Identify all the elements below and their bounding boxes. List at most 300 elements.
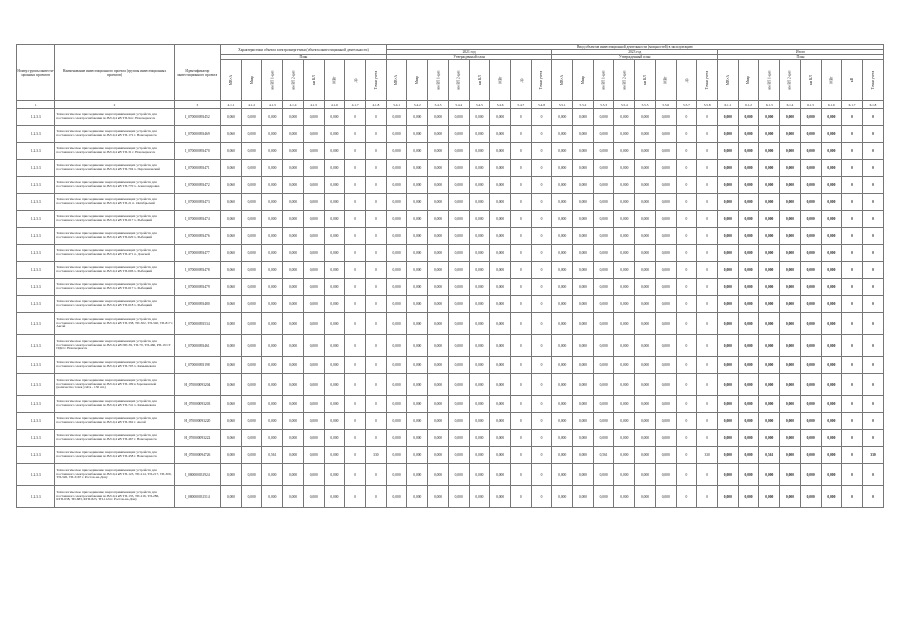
value-cell-y2023: 0,000 [635, 262, 656, 279]
value-cell-y2021: 0,000 [386, 194, 407, 211]
value-cell-itogo: 0,000 [738, 335, 759, 357]
value-cell-y2021: 0,000 [407, 194, 428, 211]
value-cell-plan: 0 [345, 194, 366, 211]
value-cell-y2023: 0,000 [614, 430, 635, 447]
value-cell-y2023: 0,000 [614, 143, 635, 160]
value-cell-plan: 0,000 [324, 430, 345, 447]
header-project-name: Наименование инвестиционного проекта (группы инвестиционных проектов) [55, 45, 174, 101]
table-row [17, 335, 884, 357]
value-cell-itogo: 0,000 [780, 228, 801, 245]
table-row [17, 486, 884, 508]
value-cell-y2023: 0 [697, 279, 718, 296]
column-number: 4.1.3 [262, 101, 283, 109]
value-cell-plan: 0 [345, 464, 366, 486]
value-cell-itogo: 0,000 [738, 262, 759, 279]
value-cell-y2023: 0 [676, 357, 697, 374]
value-cell-y2023: 0,000 [655, 245, 676, 262]
value-cell-plan: 0,000 [303, 126, 324, 143]
value-cell-y2021: 0,000 [407, 447, 428, 464]
value-cell-y2023: 0 [697, 396, 718, 413]
value-cell-y2021: 0,000 [490, 430, 511, 447]
value-cell-itogo: 0 [862, 374, 883, 396]
table-row [17, 447, 884, 464]
value-cell-plan: 0,000 [324, 313, 345, 335]
value-cell-itogo: 0 [862, 194, 883, 211]
value-cell-itogo: 0,000 [738, 296, 759, 313]
value-cell-y2023: 0,000 [614, 211, 635, 228]
value-cell-plan: 0,000 [241, 413, 262, 430]
value-cell-plan: 0,000 [283, 486, 304, 508]
project-id-cell: H_070000094726 [174, 447, 220, 464]
value-cell-plan: 0,060 [221, 262, 242, 279]
value-cell-plan: 0,000 [303, 396, 324, 413]
value-cell-y2021: 0 [531, 143, 552, 160]
value-cell-plan: 0,000 [241, 279, 262, 296]
value-cell-itogo: 0 [842, 396, 863, 413]
value-cell-plan: 0,000 [283, 313, 304, 335]
unit-label: км ВЛ 1-цеп [767, 70, 772, 90]
value-cell-y2023: 0 [697, 245, 718, 262]
unit-label: Мвар [249, 75, 254, 85]
group-number-cell: 1.2.3.3 [17, 228, 55, 245]
investment-table [16, 44, 884, 508]
project-name-cell: Технологическое присоединение энергопринимающих устройств для постоянного электроснабжения по ВЛ-0,4 кВ ТП-741 х. Камышеваха [55, 396, 174, 413]
value-cell-plan: 0,000 [241, 245, 262, 262]
value-cell-plan: 0,000 [262, 126, 283, 143]
value-cell-y2023: 0 [697, 126, 718, 143]
value-cell-y2021: 0,000 [469, 313, 490, 335]
value-cell-y2021: 0,000 [469, 413, 490, 430]
value-cell-y2023: 0,000 [552, 262, 573, 279]
value-cell-y2021: 0,000 [428, 357, 449, 374]
value-cell-itogo: 0 [842, 143, 863, 160]
value-cell-y2021: 0,000 [448, 396, 469, 413]
value-cell-plan: 0,000 [303, 109, 324, 126]
value-cell-y2021: 0 [531, 211, 552, 228]
value-cell-itogo: 0,000 [759, 143, 780, 160]
value-cell-y2021: 0,000 [428, 228, 449, 245]
value-cell-y2021: 0,000 [407, 245, 428, 262]
group-number-cell: 1.2.3.3 [17, 262, 55, 279]
value-cell-plan: 0,000 [303, 194, 324, 211]
value-cell-itogo: 0,000 [718, 109, 739, 126]
unit-header-y2023 [552, 60, 573, 101]
value-cell-y2021: 0 [510, 109, 531, 126]
value-cell-itogo: 0,000 [821, 413, 842, 430]
column-number: 5.4.1 [386, 101, 407, 109]
value-cell-y2021: 0,000 [490, 109, 511, 126]
value-cell-y2023: 0,000 [614, 160, 635, 177]
table-row [17, 160, 884, 177]
value-cell-y2023: 0,000 [593, 143, 614, 160]
value-cell-plan: 0,000 [262, 143, 283, 160]
value-cell-plan: 0,000 [283, 245, 304, 262]
value-cell-itogo: 0 [842, 262, 863, 279]
value-cell-y2021: 0,000 [407, 313, 428, 335]
value-cell-y2023: 0,000 [552, 177, 573, 194]
value-cell-plan: 0 [345, 447, 366, 464]
value-cell-plan: 0,000 [283, 447, 304, 464]
header-volume: Ввод объектов инвестиционной деятельности (мощностей) в эксплуатацию [386, 45, 883, 50]
value-cell-plan: 0,000 [262, 245, 283, 262]
value-cell-plan: 0,000 [324, 194, 345, 211]
value-cell-y2021: 0,000 [386, 413, 407, 430]
group-number-cell: 1.2.3.3 [17, 211, 55, 228]
value-cell-plan: 0 [366, 143, 387, 160]
value-cell-plan: 0,000 [324, 413, 345, 430]
value-cell-plan: 0,000 [283, 296, 304, 313]
value-cell-itogo: 0,000 [800, 486, 821, 508]
group-number-cell: 1.2.3.3 [17, 279, 55, 296]
value-cell-plan: 0 [345, 126, 366, 143]
header-characteristics: Характеристики объекта электроэнергетики (объекта инвестиционной деятельности) [221, 45, 387, 55]
value-cell-y2023: 0 [676, 430, 697, 447]
value-cell-plan: 0,000 [303, 357, 324, 374]
value-cell-y2023: 0,561 [593, 447, 614, 464]
value-cell-itogo: 0,000 [821, 177, 842, 194]
value-cell-y2023: 0,000 [573, 413, 594, 430]
value-cell-y2021: 0,000 [428, 126, 449, 143]
value-cell-y2023: 0,000 [635, 143, 656, 160]
value-cell-y2021: 0,000 [428, 211, 449, 228]
value-cell-plan: 0 [345, 228, 366, 245]
value-cell-plan: 0,000 [241, 396, 262, 413]
project-name-cell: Технологическое присоединение энергопринимающих устройств для постоянного электроснабжения по ВЛ-0,4 кВ ТП-617 х. Рыбацкий [55, 279, 174, 296]
value-cell-plan: 330 [366, 447, 387, 464]
value-cell-plan: 0,000 [241, 447, 262, 464]
value-cell-y2021: 0,000 [386, 211, 407, 228]
unit-label: Точки учета [373, 70, 378, 90]
value-cell-y2021: 0,000 [386, 160, 407, 177]
project-id-cell: I_070000093479 [174, 279, 220, 296]
value-cell-y2023: 0 [697, 194, 718, 211]
value-cell-y2021: 0,000 [386, 262, 407, 279]
value-cell-y2021: 0,000 [428, 486, 449, 508]
value-cell-itogo: 0,000 [759, 486, 780, 508]
value-cell-y2021: 0,000 [448, 335, 469, 357]
value-cell-itogo: 0,000 [780, 413, 801, 430]
unit-label: Точки учета [870, 70, 875, 90]
value-cell-plan: 0,000 [283, 357, 304, 374]
value-cell-y2021: 0,000 [448, 177, 469, 194]
value-cell-itogo: 0,000 [821, 211, 842, 228]
value-cell-plan: 0,000 [303, 279, 324, 296]
value-cell-y2021: 0,000 [428, 245, 449, 262]
value-cell-y2021: 0 [510, 194, 531, 211]
value-cell-plan: 0,000 [324, 335, 345, 357]
value-cell-y2023: 330 [697, 447, 718, 464]
value-cell-itogo: 0,000 [780, 109, 801, 126]
value-cell-plan: 0 [366, 413, 387, 430]
value-cell-itogo: 0,000 [718, 296, 739, 313]
value-cell-y2021: 0,000 [448, 374, 469, 396]
value-cell-itogo: 0,000 [780, 262, 801, 279]
value-cell-y2023: 0,000 [635, 245, 656, 262]
value-cell-y2023: 0,000 [593, 464, 614, 486]
value-cell-y2023: 0,000 [593, 177, 614, 194]
table-row [17, 194, 884, 211]
value-cell-itogo: 0 [862, 357, 883, 374]
value-cell-itogo: 0 [842, 177, 863, 194]
value-cell-itogo: 0,000 [718, 262, 739, 279]
value-cell-y2023: 0,000 [635, 177, 656, 194]
project-name-cell: Технологическое присоединение энергопринимающих устройств для постоянного электроснабжения по ВЛ-0,4 кВ ТП-362 г. Аксай [55, 413, 174, 430]
value-cell-y2023: 0,000 [655, 335, 676, 357]
value-cell-y2023: 0 [676, 296, 697, 313]
table-row [17, 313, 884, 335]
value-cell-y2021: 0,000 [428, 430, 449, 447]
value-cell-y2023: 0,000 [552, 109, 573, 126]
value-cell-itogo: 0,561 [759, 447, 780, 464]
table-row [17, 245, 884, 262]
value-cell-itogo: 0,000 [718, 464, 739, 486]
value-cell-y2021: 0,000 [469, 464, 490, 486]
project-name-cell: Технологическое присоединение энергопринимающих устройств для постоянного электроснабжения по ВЛ-0,4 кВ ТП-770 х. Александровка [55, 177, 174, 194]
value-cell-y2023: 0,000 [552, 313, 573, 335]
value-cell-y2023: 0,000 [552, 396, 573, 413]
value-cell-plan: 0,000 [303, 374, 324, 396]
value-cell-y2021: 0 [531, 335, 552, 357]
value-cell-plan: 0 [345, 413, 366, 430]
value-cell-itogo: 0 [862, 177, 883, 194]
value-cell-itogo: 0,000 [759, 245, 780, 262]
value-cell-y2021: 0 [531, 486, 552, 508]
unit-header-y2021 [490, 60, 511, 101]
value-cell-plan: 0,000 [324, 245, 345, 262]
table-row [17, 143, 884, 160]
value-cell-plan: 0,000 [241, 374, 262, 396]
project-name-cell: Технологическое присоединение энергопринимающих устройств для постоянного электроснабжения по ВЛ-0,4 кВ ТП-703 х. Камышеваха [55, 357, 174, 374]
value-cell-plan: 0,000 [283, 464, 304, 486]
value-cell-plan: 0,000 [283, 262, 304, 279]
value-cell-plan: 0,000 [241, 313, 262, 335]
value-cell-itogo: 0 [862, 262, 883, 279]
value-cell-y2023: 0 [697, 109, 718, 126]
value-cell-plan: 0,000 [324, 177, 345, 194]
value-cell-plan: 0,060 [221, 109, 242, 126]
value-cell-itogo: 0,000 [718, 357, 739, 374]
value-cell-y2021: 0,000 [490, 262, 511, 279]
value-cell-plan: 0 [345, 262, 366, 279]
project-name-cell: Технологическое присоединение энергопринимающих устройств для постоянного электроснабжения по ВЛ-0,4 кВ ТП-620 х. Рыбацкий [55, 228, 174, 245]
value-cell-y2023: 0,000 [552, 228, 573, 245]
value-cell-plan: 0 [366, 357, 387, 374]
value-cell-itogo: 0,000 [821, 430, 842, 447]
value-cell-y2023: 0,000 [593, 279, 614, 296]
column-number: 5.5.7 [676, 101, 697, 109]
group-number-cell: 1.2.3.3 [17, 126, 55, 143]
value-cell-y2023: 0,000 [614, 109, 635, 126]
value-cell-plan: 0 [345, 430, 366, 447]
value-cell-y2021: 0,000 [428, 413, 449, 430]
value-cell-itogo: 0,000 [718, 279, 739, 296]
value-cell-itogo: 0,000 [821, 313, 842, 335]
value-cell-plan: 0,000 [303, 430, 324, 447]
table-row [17, 109, 884, 126]
value-cell-y2021: 0 [531, 279, 552, 296]
project-name-cell: Технологическое присоединение энергопринимающих устройств для постоянного электроснабжения по ВЛ-0,4 кВ ТП-31 г. Новочеркасск [55, 143, 174, 160]
value-cell-plan: 0,060 [221, 245, 242, 262]
value-cell-y2021: 0,000 [386, 296, 407, 313]
column-number: 5.4.4 [448, 101, 469, 109]
value-cell-itogo: 0 [862, 211, 883, 228]
value-cell-y2021: 0,000 [469, 177, 490, 194]
value-cell-y2021: 0 [510, 486, 531, 508]
value-cell-itogo: 0 [842, 313, 863, 335]
value-cell-plan: 0 [366, 430, 387, 447]
value-cell-itogo: 0,000 [821, 486, 842, 508]
value-cell-y2021: 0 [531, 430, 552, 447]
column-number: 6.1.1 [718, 101, 739, 109]
value-cell-y2021: 0 [510, 279, 531, 296]
value-cell-plan: 0,000 [324, 357, 345, 374]
project-id-cell: I_070000093198 [174, 357, 220, 374]
value-cell-plan: 0,000 [283, 228, 304, 245]
value-cell-plan: 0 [345, 109, 366, 126]
unit-label: км КЛ [643, 75, 648, 85]
value-cell-y2023: 0,000 [552, 296, 573, 313]
value-cell-y2021: 0,000 [407, 279, 428, 296]
value-cell-plan: 0,060 [221, 194, 242, 211]
value-cell-y2021: 0,000 [428, 177, 449, 194]
value-cell-y2023: 0,000 [655, 262, 676, 279]
value-cell-y2023: 0,000 [635, 396, 656, 413]
unit-header-y2021 [469, 60, 490, 101]
value-cell-itogo: 0 [862, 126, 883, 143]
header-group-no: Номер группы инвести-ционных проектов [17, 45, 55, 101]
unit-header-y2023 [697, 60, 718, 101]
value-cell-itogo: 0 [862, 109, 883, 126]
value-cell-plan: 0,000 [262, 279, 283, 296]
table-row [17, 374, 884, 396]
value-cell-y2021: 0 [531, 109, 552, 126]
value-cell-y2021: 0,000 [490, 194, 511, 211]
value-cell-y2023: 0,000 [573, 374, 594, 396]
value-cell-plan: 0,000 [262, 211, 283, 228]
value-cell-itogo: 0,000 [780, 447, 801, 464]
value-cell-plan: 0,060 [221, 296, 242, 313]
value-cell-y2021: 0 [510, 177, 531, 194]
value-cell-plan: 0 [366, 374, 387, 396]
value-cell-plan: 0,000 [303, 160, 324, 177]
value-cell-y2023: 0,000 [573, 279, 594, 296]
unit-header-y2023 [593, 60, 614, 101]
value-cell-y2021: 0,000 [448, 228, 469, 245]
value-cell-y2021: 0 [510, 126, 531, 143]
value-cell-y2021: 0,000 [448, 194, 469, 211]
value-cell-itogo: 0 [862, 313, 883, 335]
value-cell-plan: 0 [345, 486, 366, 508]
value-cell-y2021: 0,000 [428, 279, 449, 296]
value-cell-plan: 0,000 [303, 486, 324, 508]
value-cell-plan: 0 [345, 279, 366, 296]
project-name-cell: Технологическое присоединение энергопринимающих устройств для постоянного электроснабжения по ВЛ-0,4 кВ ТП-458 г. Новочеркасск [55, 447, 174, 464]
column-number: 5.5.4 [614, 101, 635, 109]
value-cell-itogo: 0,000 [738, 464, 759, 486]
value-cell-plan: 0,000 [324, 486, 345, 508]
value-cell-y2023: 0 [676, 194, 697, 211]
value-cell-y2021: 0 [510, 228, 531, 245]
value-cell-itogo: 0,000 [738, 486, 759, 508]
value-cell-y2023: 0,000 [552, 447, 573, 464]
value-cell-y2021: 0,000 [386, 335, 407, 357]
value-cell-itogo: 0,000 [780, 464, 801, 486]
value-cell-y2021: 0,000 [469, 279, 490, 296]
value-cell-y2021: 0,000 [469, 447, 490, 464]
unit-label: МВ×А [228, 74, 233, 86]
value-cell-y2023: 0,000 [552, 374, 573, 396]
value-cell-itogo: 0,000 [821, 143, 842, 160]
unit-header-y2021 [407, 60, 428, 101]
value-cell-y2021: 0,000 [407, 430, 428, 447]
value-cell-itogo: 0,000 [738, 177, 759, 194]
value-cell-plan: 0,000 [283, 335, 304, 357]
value-cell-y2023: 0,000 [614, 228, 635, 245]
value-cell-y2021: 0,000 [490, 413, 511, 430]
value-cell-y2021: 0,000 [407, 357, 428, 374]
value-cell-plan: 0 [345, 245, 366, 262]
value-cell-y2021: 0,000 [469, 160, 490, 177]
value-cell-y2021: 0,000 [428, 313, 449, 335]
unit-header-plan [303, 60, 324, 101]
column-number: 6.1.6 [821, 101, 842, 109]
value-cell-plan: 0,000 [241, 486, 262, 508]
unit-label: кВ [850, 77, 855, 83]
group-number-cell: 1.2.3.3 [17, 447, 55, 464]
value-cell-y2021: 0,000 [448, 262, 469, 279]
value-cell-itogo: 0,000 [738, 109, 759, 126]
unit-header-plan [324, 60, 345, 101]
value-cell-y2021: 0 [531, 357, 552, 374]
value-cell-y2021: 0,000 [448, 430, 469, 447]
value-cell-y2023: 0,000 [593, 396, 614, 413]
value-cell-plan: 0,060 [221, 430, 242, 447]
value-cell-plan: 0,000 [324, 279, 345, 296]
value-cell-y2023: 0,000 [635, 313, 656, 335]
value-cell-y2023: 0,000 [593, 335, 614, 357]
value-cell-y2023: 0,000 [614, 245, 635, 262]
value-cell-itogo: 0,000 [738, 447, 759, 464]
value-cell-y2021: 0,000 [386, 374, 407, 396]
value-cell-y2023: 0,000 [573, 447, 594, 464]
value-cell-y2021: 0,000 [428, 194, 449, 211]
column-number-row [17, 101, 884, 109]
value-cell-y2021: 0,000 [490, 177, 511, 194]
table-row [17, 177, 884, 194]
value-cell-plan: 0 [366, 396, 387, 413]
value-cell-plan: 0,000 [324, 296, 345, 313]
value-cell-itogo: 0 [842, 296, 863, 313]
value-cell-y2023: 0 [676, 177, 697, 194]
unit-label: км КЛ [477, 75, 482, 85]
unit-header-y2023 [573, 60, 594, 101]
value-cell-y2023: 0,000 [655, 396, 676, 413]
value-cell-plan: 0,000 [241, 296, 262, 313]
unit-label: км ВЛ 2-цеп [456, 70, 461, 90]
value-cell-y2021: 0,000 [386, 430, 407, 447]
value-cell-itogo: 0 [842, 335, 863, 357]
value-cell-plan: 0 [366, 335, 387, 357]
value-cell-plan: 0,000 [303, 228, 324, 245]
value-cell-y2021: 0,000 [407, 228, 428, 245]
project-id-cell: I_070000093461 [174, 335, 220, 357]
value-cell-y2023: 0,000 [614, 335, 635, 357]
value-cell-itogo: 0 [862, 396, 883, 413]
table-body [17, 109, 884, 508]
value-cell-y2023: 0,000 [635, 160, 656, 177]
unit-header-y2023 [676, 60, 697, 101]
project-name-cell: Технологическое присоединение энергопринимающих устройств для постоянного электроснабжения по ВЛ-0,4 кВ ТП-123, ТП-214, ТП-217, ТП-309, ТП-326, ТП-3167 г. Ростов-на-Дону [55, 464, 174, 486]
